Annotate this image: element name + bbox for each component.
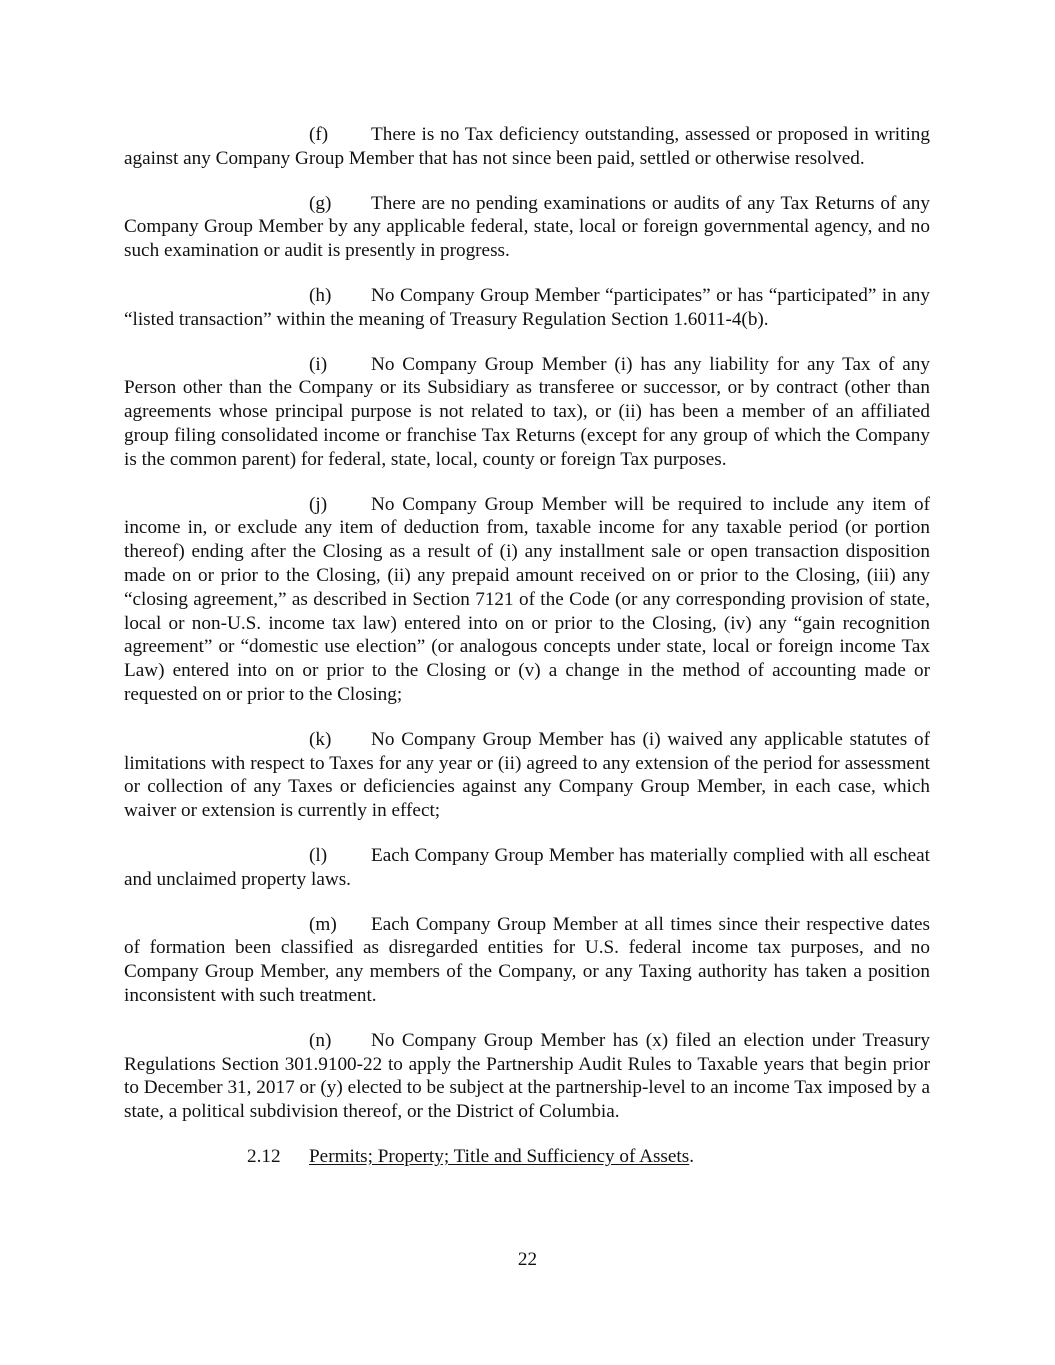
clause-label: (h) [309,284,332,306]
section-title: Permits; Property; Title and Sufficiency of Assets [309,1145,690,1167]
clause-text: No Company Group Member has (x) filed an election under Treasury Regulations Section 301.9100-22 to apply the Partnership Audit Rules to Taxable years that begin prior to December 31, 2017 or (y) elected to be subject at the partnership-level to an income Tax imposed by a state, a political subdivision thereof, or the District of Columbia. [124,1029,930,1123]
clause-l [124,844,930,892]
clause-i [124,353,930,472]
clause-g [124,192,930,263]
clause-text: There is no Tax deficiency outstanding, assessed or proposed in writing against any Company Group Member that has not since been paid, settled or otherwise resolved. [124,124,930,169]
section-heading [124,1145,930,1169]
clause-text: No Company Group Member will be required to include any item of income in, or exclude any item of deduction from, taxable income for any taxable period (or portion thereof) ending after the Closing as a result of (i) any installment sale or open transaction disposition made on or prior to the Closing, (ii) any prepaid amount received on or prior to the Closing, (iii) any “closing agreement,” as described in Section 7121 of the Code (or any corresponding provision of state, local or non-U.S. income tax law) entered into on or prior to the Closing, (iv) any “gain recognition agreement” or “domestic use election” (or analogous concepts under state, local or foreign income Tax Law) entered into on or prior to the Closing or (v) a change in the method of accounting made or requested on or prior to the Closing; [124,493,930,705]
clause-label: (n) [309,1029,332,1051]
clause-label: (l) [309,844,328,866]
clause-text: No Company Group Member (i) has any liability for any Tax of any Person other than the Company or its Subsidiary as transferee or successor, or by contract (other than agreements whose principal purpose is not related to tax), or (ii) has been a member of an affiliated group filing consolidated income or franchise Tax Returns (except for any group of which the Company is the common parent) for federal, state, local, county or foreign Tax purposes. [124,353,930,470]
clause-n [124,1029,930,1124]
clause-label: (g) [309,192,332,214]
clause-label: (j) [309,493,328,515]
clause-k [124,728,930,823]
clause-text: There are no pending examinations or audits of any Tax Returns of any Company Group Member by any applicable federal, state, local or foreign governmental agency, and no such examination or audit is presently in progress. [124,192,930,262]
clause-label: (k) [309,728,332,750]
section-number: 2.12 [247,1145,281,1167]
clause-j [124,493,930,707]
clause-text: Each Company Group Member has materially complied with all escheat and unclaimed property laws. [124,844,930,890]
clause-label: (i) [309,353,328,375]
clause-h [124,284,930,332]
page-number: 22 [517,1249,538,1270]
clause-m [124,913,930,1008]
section-trailing: . [689,1145,694,1167]
clause-f [124,123,930,171]
clause-text: No Company Group Member has (i) waived any applicable statutes of limitations with respect to Taxes for any year or (ii) agreed to any extension of the period for assessment or collection of any Taxes or deficiencies against any Company Group Member, in each case, which waiver or extension is currently in effect; [124,728,930,822]
clause-text: No Company Group Member “participates” or has “participated” in any “listed transaction” within the meaning of Treasury Regulation Section 1.6011-4(b). [124,284,930,330]
document-body [124,123,930,1169]
clause-label: (f) [309,124,329,145]
clause-text: Each Company Group Member at all times since their respective dates of formation been classified as disregarded entities for U.S. federal income tax purposes, and no Company Group Member, any members of the Company, or any Taxing authority has taken a position inconsistent with such treatment. [124,913,930,1006]
clause-label: (m) [309,913,337,935]
